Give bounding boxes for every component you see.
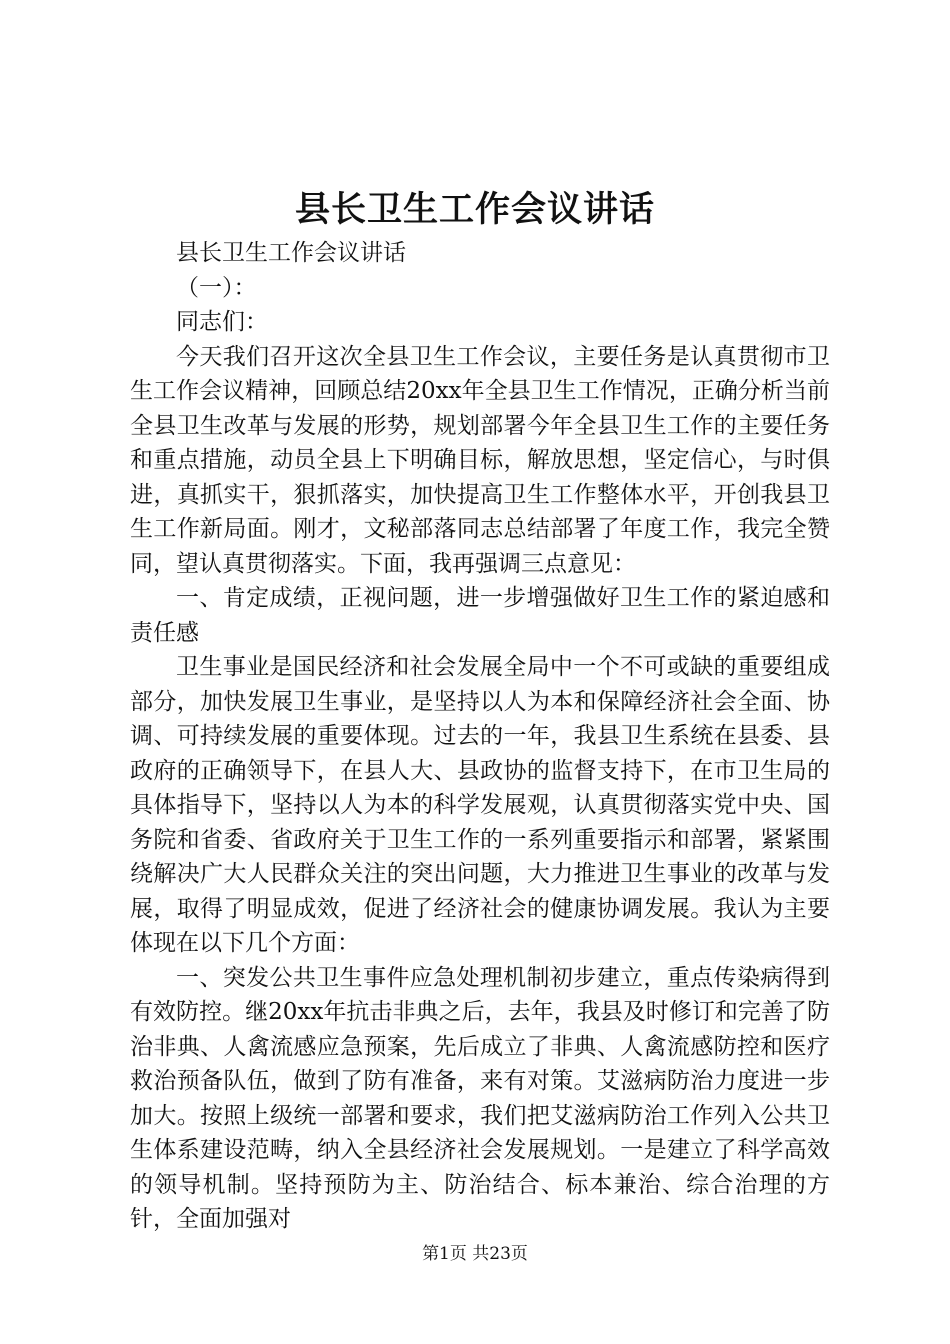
body-paragraph: 今天我们召开这次全县卫生工作会议，主要任务是认真贯彻市卫生工作会议精神，回顾总结20xx年全县卫生工作情况，正确分析当前全县卫生改革与发展的形势，规划部署今年全县卫生工作的主要任务和重点措施，动员全县上下明确目标，解放思想，坚定信心，与时俱进，真抓实干，狠抓落实，加快提高卫生工作整体水平，开创我县卫生工作新局面。刚才，文秘部落同志总结部署了年度工作，我完全赞同，望认真贯彻落实。下面，我再强调三点意见： <box>130 343 830 577</box>
section-number-paragraph: （一）： <box>176 274 257 301</box>
salutation-paragraph: 同志们： <box>176 309 268 335</box>
body-paragraph: 一、突发公共卫生事件应急处理机制初步建立，重点传染病得到有效防控。继20xx年抗击非典之后，去年，我县及时修订和完善了防治非典、人禽流感应急预案，先后成立了非典、人禽流感防控和医疗救治预备队伍，做到了防有准备，来有对策。艾滋病防治力度进一步加大。按照上级统一部署和要求，我们把艾滋病防治工作列入公共卫生体系建设范畴，纳入全县经济社会发展规划。一是建立了科学高效的领导机制。坚持预防为主、防治结合、标本兼治、综合治理的方针，全面加强对 <box>130 964 830 1232</box>
page-footer: 第1页 共23页 <box>422 1244 528 1264</box>
document-body <box>130 236 830 1237</box>
body-paragraph: 卫生事业是国民经济和社会发展全局中一个不可或缺的重要组成部分，加快发展卫生事业，是坚持以人为本和保障经济社会全面、协调、可持续发展的重要体现。过去的一年，我县卫生系统在县委、县政府的正确领导下，在县人大、县政协的监督支持下，在市卫生局的具体指导下，坚持以人为本的科学发展观，认真贯彻落实党中央、国务院和省委、省政府关于卫生工作的一系列重要指示和部署，紧紧围绕解决广大人民群众关注的突出问题，大力推进卫生事业的改革与发展，取得了明显成效，促进了经济社会的健康协调发展。我认为主要体现在以下几个方面： <box>130 654 830 956</box>
section-heading-paragraph: 一、肯定成绩，正视问题，进一步增强做好卫生工作的紧迫感和责任感 <box>130 585 830 646</box>
document-title: 县长卫生工作会议讲话 <box>294 189 655 230</box>
subtitle-paragraph: 县长卫生工作会议讲话 <box>176 240 406 266</box>
